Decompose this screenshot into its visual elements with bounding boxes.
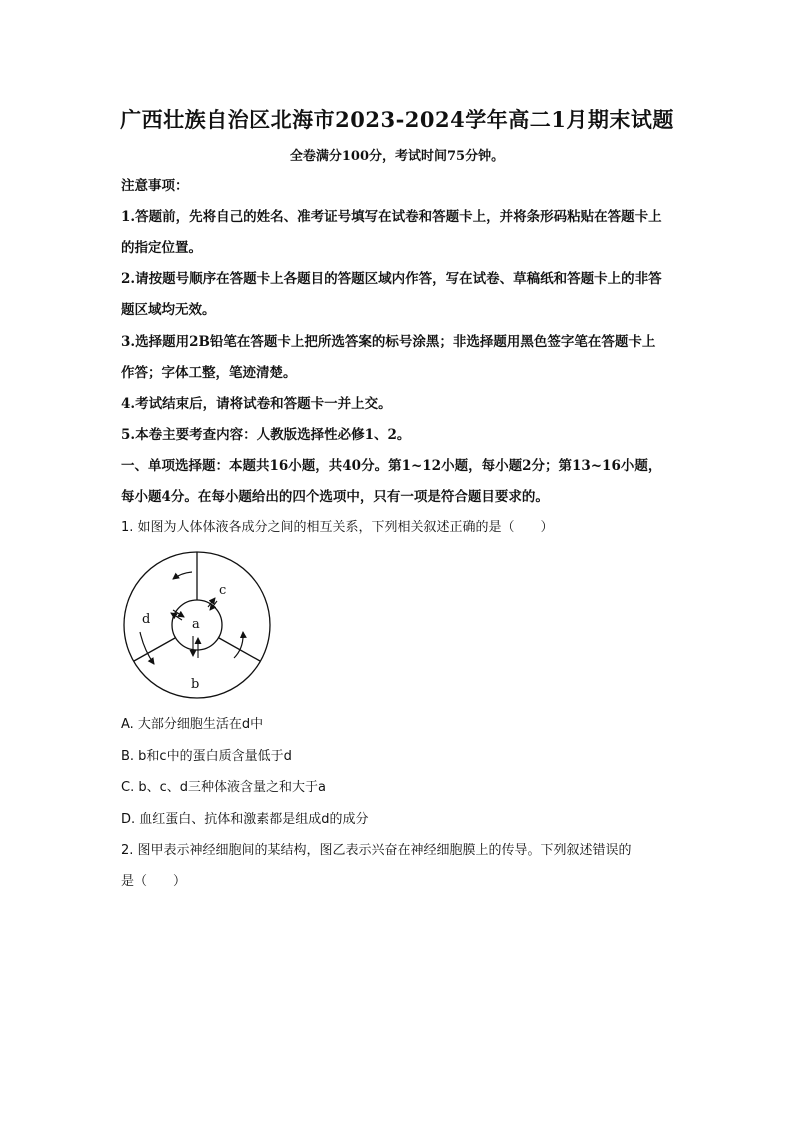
notice-item-1-line-2: 的指定位置。 (121, 240, 202, 256)
exam-subtitle: 全卷满分100分，考试时间75分钟。 (289, 149, 505, 164)
question-1-option-d: D. 血红蛋白、抗体和激素都是组成d的成分 (121, 812, 369, 827)
section-1-instructions-line-2: 每小题4分。在每小题给出的四个选项中，只有一项是符合题目要求的。 (121, 489, 549, 505)
question-1-option-a: A. 大部分细胞生活在d中 (121, 717, 264, 732)
notice-heading: 注意事项： (121, 178, 189, 194)
arrow-d-to-b (140, 632, 154, 664)
notice-item-2-line-2: 题区域均无效。 (121, 302, 216, 318)
label-d: d (142, 612, 151, 627)
notice-item-4: 4.考试结束后，请将试卷和答题卡一并上交。 (121, 396, 392, 412)
notice-item-1-line-1: 1.答题前，先将自己的姓名、准考证号填写在试卷和答题卡上，并将条形码粘贴在答题卡上 (121, 209, 662, 225)
exam-title: 广西壮族自治区北海市2023-2024学年高二1月期末试题 (120, 107, 674, 132)
notice-item-3-line-2: 作答；字体工整，笔迹清楚。 (121, 365, 297, 381)
label-a: a (192, 617, 200, 632)
question-1-option-c: C. b、c、d三种体液含量之和大于a (121, 780, 326, 795)
section-1-instructions-line-1: 一、单项选择题：本题共16小题，共40分。第1~12小题，每小题2分；第13~16小题， (121, 458, 662, 474)
question-2-stem-line-1: 2. 图甲表示神经细胞间的某结构，图乙表示兴奋在神经细胞膜上的传导。下列叙述错误的 (121, 843, 632, 858)
question-2-stem-line-2: 是（ ） (121, 874, 187, 889)
notice-item-2-line-1: 2.请按题号顺序在答题卡上各题目的答题区域内作答，写在试卷、草稿纸和答题卡上的非答 (121, 271, 662, 287)
arrow-b-to-c (234, 632, 243, 658)
question-1-option-b: B. b和c中的蛋白质含量低于d (121, 749, 292, 764)
question-1-stem: 1. 如图为人体体液各成分之间的相互关系，下列相关叙述正确的是（ ） (121, 520, 554, 535)
body-fluid-diagram (118, 546, 276, 704)
arrow-c-to-d (173, 572, 192, 579)
notice-item-3-line-1: 3.选择题用2B铅笔在答题卡上把所选答案的标号涂黑；非选择题用黑色签字笔在答题卡上 (121, 334, 656, 350)
body-fluid-diagram-svg (118, 546, 276, 704)
label-c: c (219, 583, 227, 598)
label-b: b (191, 677, 200, 692)
notice-item-5: 5.本卷主要考查内容：人教版选择性必修1、2。 (121, 427, 411, 443)
divider-left (134, 638, 175, 661)
